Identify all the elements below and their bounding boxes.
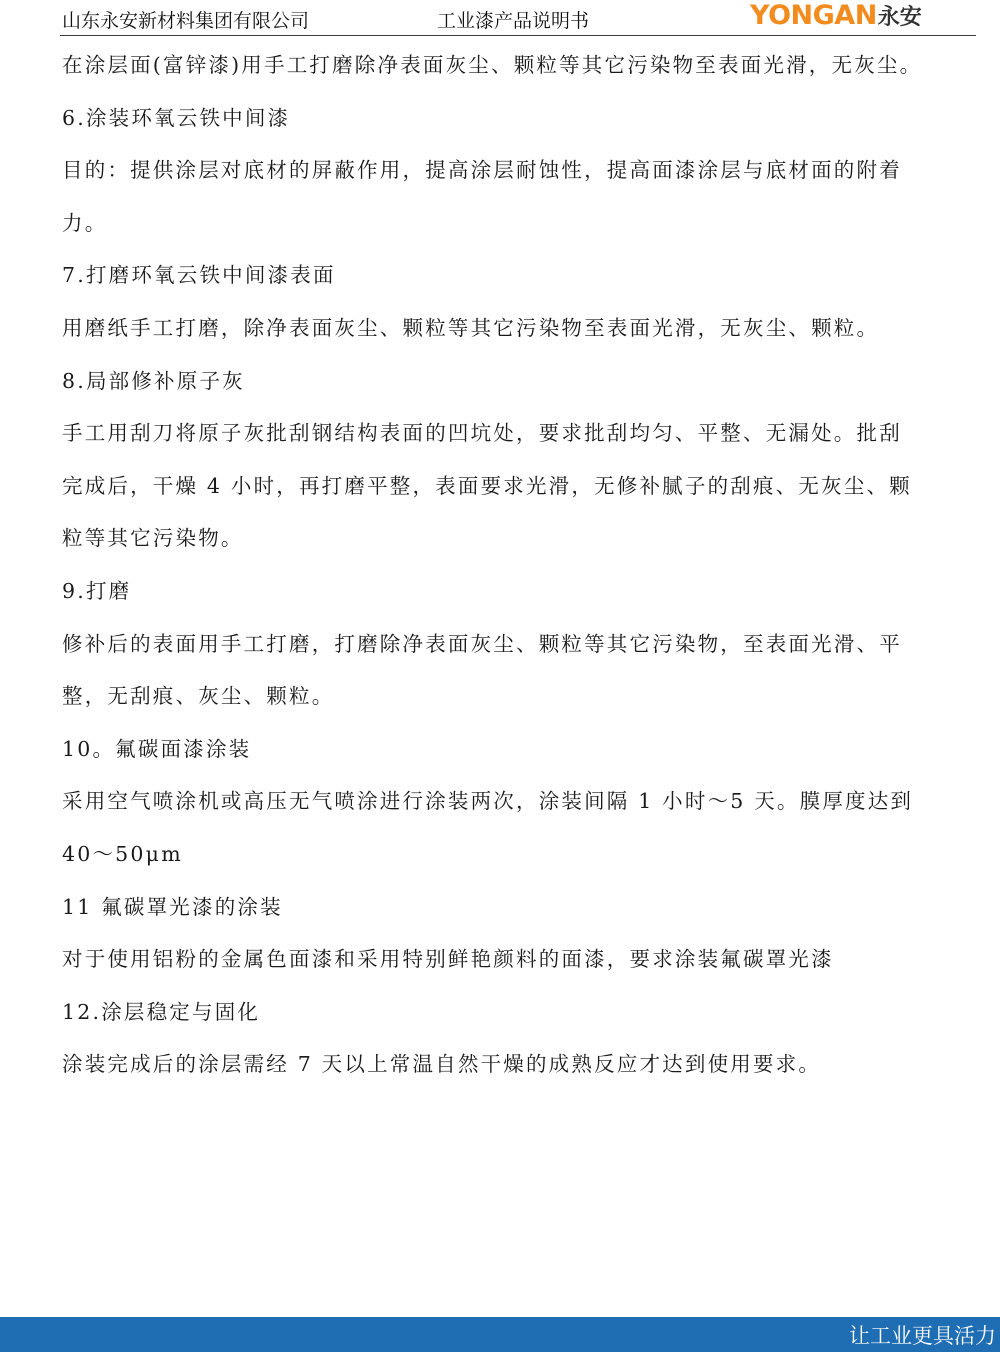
section-heading: 6.涂装环氧云铁中间漆	[62, 105, 291, 130]
footer-slogan: 让工业更具活力	[849, 1324, 996, 1348]
section-heading: 11 氟碳罩光漆的涂装	[62, 894, 283, 919]
section-heading: 9.打磨	[62, 578, 132, 603]
section-heading: 8.局部修补原子灰	[62, 368, 245, 393]
section-heading: 7.打磨环氧云铁中间漆表面	[62, 263, 336, 288]
body-line: 对于使用铝粉的金属色面漆和采用特别鲜艳颜料的面漆，要求涂装氟碳罩光漆	[62, 947, 834, 972]
company-name: 山东永安新材料集团有限公司	[62, 10, 310, 32]
body-line: 粒等其它污染物。	[62, 526, 244, 551]
body-line: 在涂层面(富锌漆)用手工打磨除净表面灰尘、颗粒等其它污染物至表面光滑，无灰尘。	[62, 53, 923, 77]
page-header	[0, 0, 1000, 38]
section-heading: 10。氟碳面漆涂装	[62, 736, 252, 761]
body-line: 涂装完成后的涂层需经 7 天以上常温自然干燥的成熟反应才达到使用要求。	[62, 1052, 822, 1077]
document-title: 工业漆产品说明书	[437, 10, 590, 32]
body-line: 修补后的表面用手工打磨，打磨除净表面灰尘、颗粒等其它污染物，至表面光滑、平	[62, 631, 902, 656]
body-line: 整，无刮痕、灰尘、颗粒。	[62, 684, 335, 709]
header-divider	[60, 35, 976, 36]
section-heading: 12.涂层稳定与固化	[62, 999, 261, 1024]
body-line: 手工用刮刀将原子灰批刮钢结构表面的凹坑处，要求批刮均匀、平整、无漏处。批刮	[62, 421, 902, 446]
body-line: 用磨纸手工打磨，除净表面灰尘、颗粒等其它污染物至表面光滑，无灰尘、颗粒。	[62, 315, 880, 340]
document-body	[62, 45, 952, 1097]
body-line: 完成后，干燥 4 小时，再打磨平整，表面要求光滑，无修补腻子的刮痕、无灰尘、颗	[62, 473, 912, 498]
body-line: 目的：提供涂层对底材的屏蔽作用，提高涂层耐蚀性，提高面漆涂层与底材面的附着	[62, 158, 902, 183]
body-line: 40～50μm	[62, 841, 183, 866]
company-logo	[750, 0, 922, 32]
body-line: 采用空气喷涂机或高压无气喷涂进行涂装两次，涂装间隔 1 小时～5 天。膜厚度达到	[62, 789, 914, 814]
body-line: 力。	[62, 210, 108, 235]
logo-latin-text: YONGAN	[750, 0, 877, 31]
footer-bar	[0, 1317, 1000, 1352]
logo-chinese-text: 永安	[877, 5, 922, 30]
